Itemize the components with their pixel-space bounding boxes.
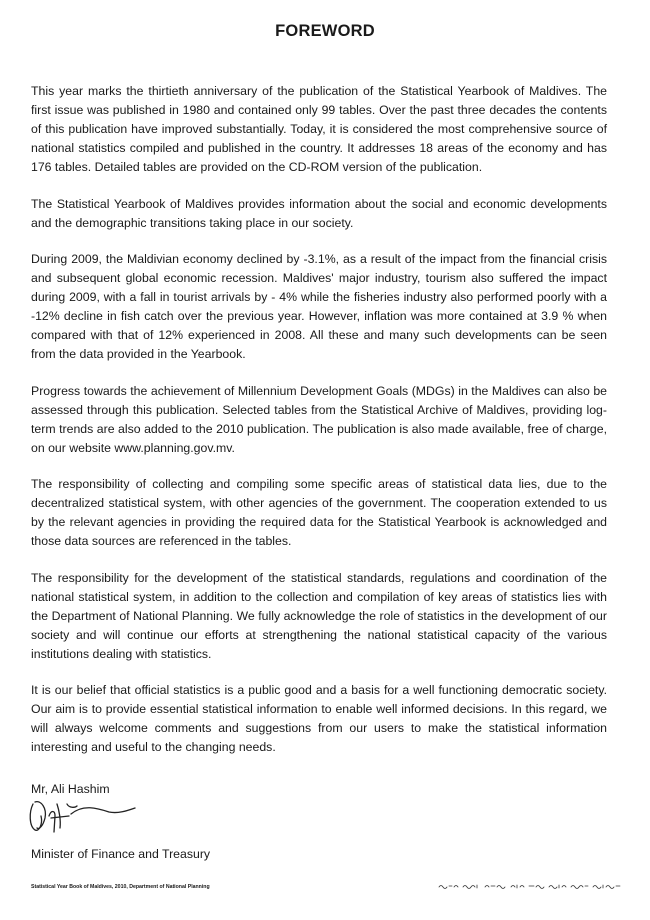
paragraph: The responsibility of collecting and compiling some specific areas of statistical data lies, due to the decentralized statistical system, with other agencies of the government. The cooperation extended to us by the relevant agencies in providing the required data for the Statistical Yearbook is acknowledged and those data sources are referenced in the tables. — [31, 477, 607, 548]
paragraph: It is our belief that official statistics is a public good and a basis for a well functioning democratic society. Our aim is to provide essential statistical information to enable well informed decisions. In this regard, we will always welcome comments and suggestions from our users to make the statistical information interesting and useful to the changing needs. — [31, 683, 607, 754]
dhivehi-footer-script — [437, 880, 622, 892]
foreword-body — [31, 82, 607, 775]
footer-source-line: Statistical Year Book of Maldives, 2010, Department of National Planning — [31, 884, 210, 890]
signatory-role: Minister of Finance and Treasury — [31, 847, 211, 861]
paragraph: This year marks the thirtieth anniversary of the publication of the Statistical Yearbook of Maldives. The first issue was published in 1980 and contained only 99 tables. Over the past three decades the contents of this publication have improved substantially. Today, it is considered the most comprehensive source of national statistics compiled and published in the country. It addresses 18 areas of the economy and has 176 tables. Detailed tables are provided on the CD-ROM version of the publication. — [31, 84, 607, 174]
paragraph: The responsibility for the development of the statistical standards, regulations and coordination of the national statistical system, in addition to the collection and compilation of key areas of statistics lies with the Department of National Planning. We fully acknowledge the role of statistics in the development of our society and will continue our efforts at strengthening the national statistical capacity of the various institutions dealing with statistics. — [31, 570, 607, 661]
paragraph: The Statistical Yearbook of Maldives provides information about the social and economic developments and the demographic transitions taking place in our society. — [31, 196, 607, 230]
page-title: FOREWORD — [275, 22, 375, 40]
paragraph: Progress towards the achievement of Millennium Development Goals (MDGs) in the Maldives can also be assessed through this publication. Selected tables from the Statistical Archive of Maldives, providing log-term trends are also added to the 2010 publication. The publication is also made available, free of charge, on our website www.planning.gov.mv. — [31, 383, 607, 455]
paragraph: During 2009, the Maldivian economy declined by -3.1%, as a result of the impact from the financial crisis and subsequent global economic recession. Maldives' major industry, tourism also suffered the impact during 2009, with a fall in tourist arrivals by - 4% while the fisheries industry also performed poorly with a -12% decline in fish catch over the previous year. However, inflation was more contained at 3.9 % when compared with that of 12% experienced in 2008. All these and many such developments can be seen from the data provided in the Yearbook. — [31, 252, 607, 361]
signatory-name: Mr, Ali Hashim — [31, 782, 110, 796]
handwritten-signature — [27, 794, 137, 836]
